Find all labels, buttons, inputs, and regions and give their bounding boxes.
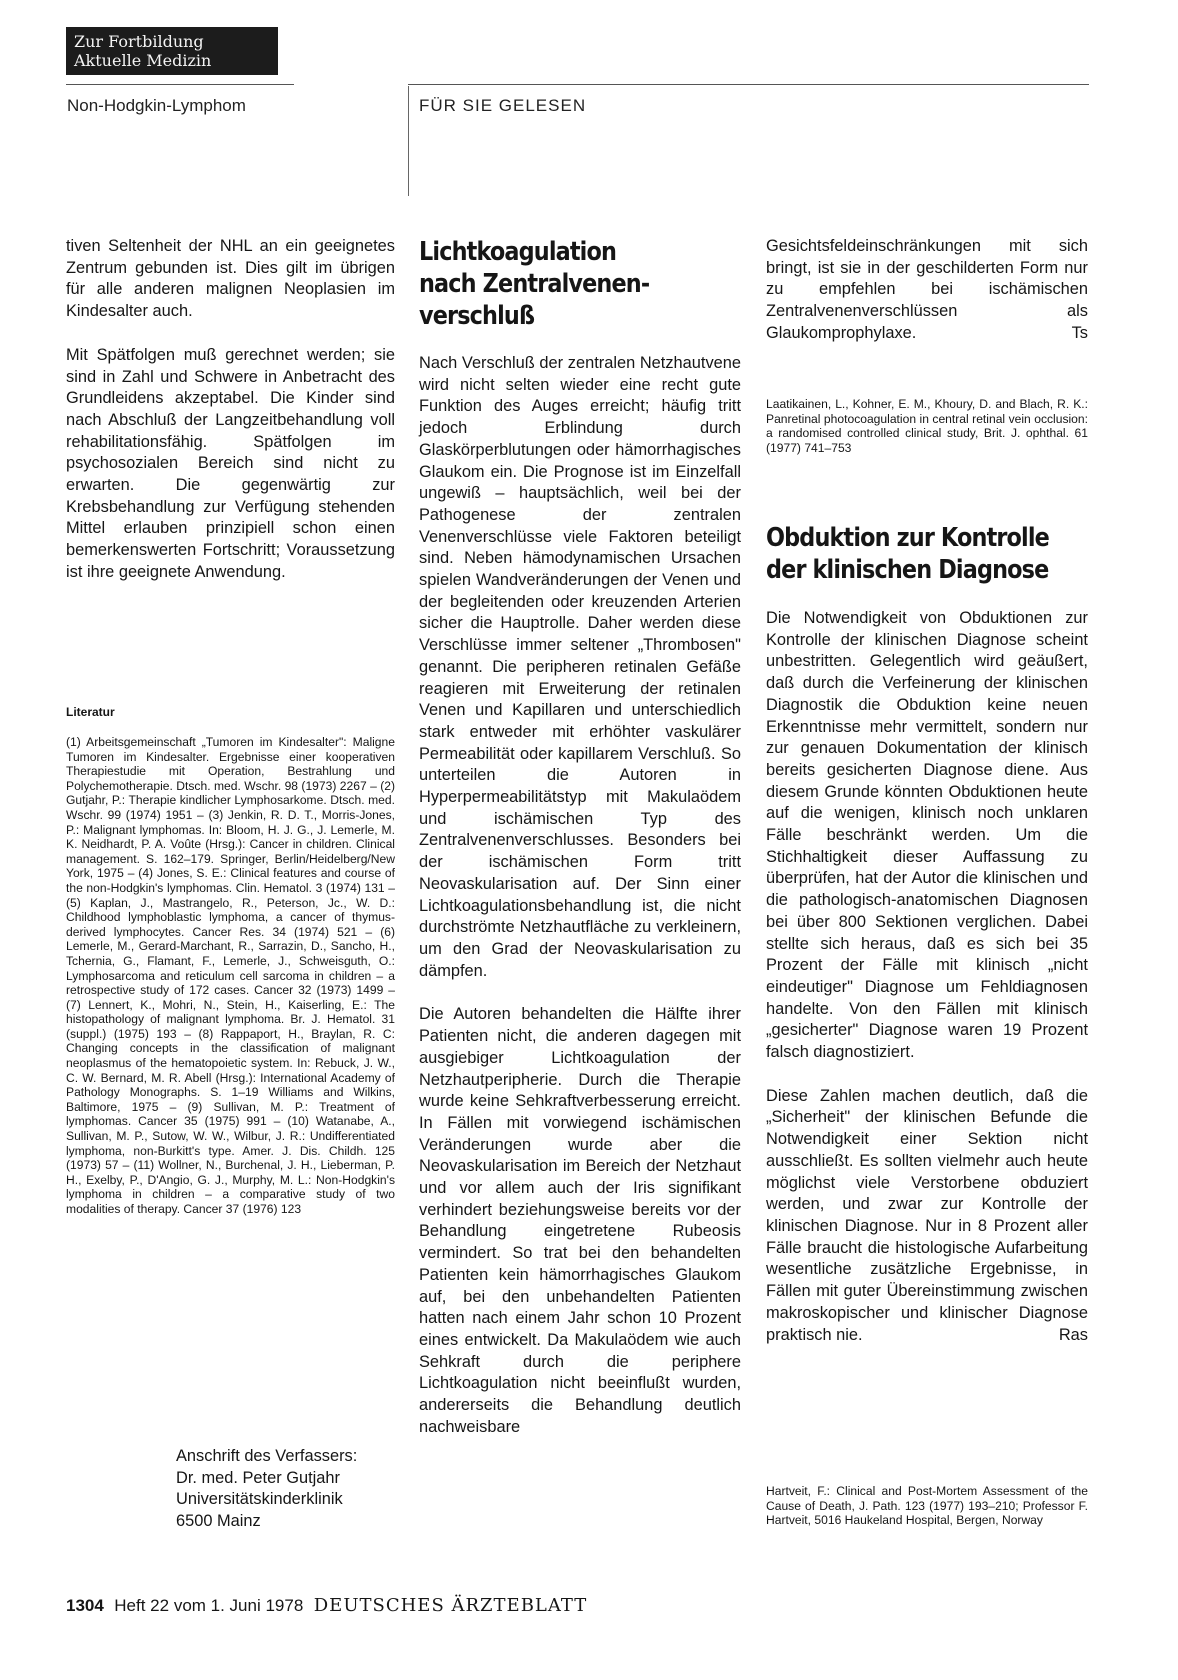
title-line: verschluß <box>419 301 535 331</box>
journal-name: DEUTSCHES ÄRZTEBLATT <box>313 1595 588 1616</box>
column-middle <box>419 353 741 1438</box>
address-line: Anschrift des Verfassers: <box>176 1447 358 1465</box>
title-line: Obduktion zur Kontrolle <box>766 523 1049 553</box>
section-label-left: Non-Hodgkin-Lymphom <box>67 96 246 115</box>
title-line: der klinischen Diagnose <box>766 555 1049 585</box>
paragraph: Diese Zahlen machen deutlich, daß die „Sicherheit" der klinischen Befunde die Notwendigkeit einer Sektion nicht ausschließt. Es sollten vielmehr auch heute möglichst viele Verstorbene obduziert werden, und zwar zur Kontrolle der klinischen Diagnose. Nur in 8 Prozent aller Fälle braucht die histologische Aufarbeitung wesentliche zusätzliche Ergebnisse, in Fällen mit guter Übereinstimmung zwischen makroskopischer und klinischer Diagnose praktisch nie. Ras <box>766 1086 1088 1346</box>
section-badge <box>66 27 278 75</box>
reference: Laatikainen, L., Kohner, E. M., Khoury, D. and Blach, R. K.: Panretinal photocoagulation in central retinal vein occlusion: a randomised controlled clinical study, Brit. J. ophthal. 61 (1977) 741–753 <box>766 397 1088 455</box>
author-sign: Ras <box>1058 1325 1088 1344</box>
literature-list: (1) Arbeitsgemeinschaft „Tumoren im Kindesalter": Maligne Tumoren im Kindesalter. Ergebnisse einer kooperativen Therapiestudie mit Operation, Bestrahlung und Polychemotherapie. Dtsch. med. Wschr. 98 (1973) 2267 – (2) Gutjahr, P.: Therapie kindlicher Lymphosarkome. Dtsch. med. Wschr. 99 (1974) 1951 – (3) Jenkin, R. D. T., Morris-Jones, P.: Malignant lymphomas. In: Bloom, H. J. G., J. Lemerle, M. K. Neidhardt, P. A. Voûte (Hrsg.): Cancer in children. Clinical management. S. 162–179. Springer, Berlin/Heidelberg/New York, 1975 – (4) Jones, S. E.: Clinical features and course of the non-Hodgkin's lymphomas. Clin. Hematol. 3 (1974) 131 – (5) Kaplan, J., Mastrangelo, R., Peterson, Jc., W. D.: Childhood lymphoblastic lymphoma, a cancer of thymus-derived lymphocytes. Cancer Res. 34 (1974) 521 – (6) Lemerle, M., Gerard-Marchant, R., Sarrazin, D., Sancho, H., Tchernia, G., Flamant, F., Lemerle, J., Schweisguth, O.: Lymphosarcoma and reticulum cell sarcoma in children – a retrospective study of 172 cases. Cancer 32 (1973) 1499 – (7) Lennert, K., Mohri, N., Stein, H., Kaiserling, E.: The histopathology of malignant lymphoma. Br. J. Hematol. 31 (suppl.) (1975) 193 – (8) Rappaport, H., Braylan, R. C: Changing concepts in the classification of malignant neoplasmus of the hematopoietic system. In: Rebuck, J. W., C. W. Bernard, M. R. Abell (Hrsg.): International Academy of Pathology Monographs. S. 1–19 Williams and Wilkins, Baltimore, 1975 – (9) Sullivan, M. P.: Treatment of lymphomas. Cancer 35 (1975) 991 – (10) Watanabe, A., Sullivan, M. P., Sutow, W. W., Wilbur, J. R.: Undifferentiated lymphoma, non-Burkitt's type. Amer. J. Dis. Childh. 125 (1973) 57 – (11) Wollner, N., Burchenal, J. H., Lieberman, P. H., Exelby, P., D'Angio, G. J., Murphy, M. L.: Non-Hodgkin's lymphoma in children – a comparative study of two modalities of therapy. Cancer 37 (1976) 123 <box>66 735 395 1216</box>
badge-line-1: Zur Fortbildung <box>74 32 204 51</box>
page-footer <box>66 1595 587 1616</box>
issue-info: Heft 22 vom 1. Juni 1978 <box>114 1596 304 1615</box>
page-number: 1304 <box>66 1596 104 1615</box>
article-title-lichtkoagulation <box>419 236 687 332</box>
section-label-right: FÜR SIE GELESEN <box>419 96 587 115</box>
article-title-obduktion <box>766 522 1095 586</box>
column-separator <box>408 86 409 196</box>
address-line: 6500 Mainz <box>176 1512 261 1531</box>
title-line: nach Zentralvenen- <box>419 269 650 299</box>
address-line: Universitätskinderklinik <box>176 1490 343 1509</box>
author-sign: Ts <box>1071 323 1088 342</box>
address-line: Dr. med. Peter Gutjahr <box>176 1468 340 1487</box>
header-rule-right <box>408 84 1089 85</box>
paragraph: Mit Spätfolgen muß gerechnet werden; sie sind in Zahl und Schwere in Anbetracht des Grundleidens akzeptabel. Die Kinder sind nach Abschluß der Langzeitbehandlung voll rehabilitationsfähig. Spätfolgen im psychosozialen Bereich sind nicht zu erwarten. Die gegenwärtig zur Krebsbehandlung zur Verfügung stehenden Mittel erlauben prinzipiell schon einen bemerkenswerten Fortschritt; Voraussetzung ist ihre geeignete Anwendung. <box>66 345 395 581</box>
paragraph: Gesichtsfeldeinschränkungen mit sich bringt, ist sie in der geschilderten Form nur zu empfehlen bei ischämischen Zentralvenenverschlüssen als Glaukomprophylaxe. Ts <box>766 236 1088 345</box>
column-right-body <box>766 608 1088 1346</box>
header-rule-left <box>66 84 294 85</box>
reference: Hartveit, F.: Clinical and Post-Mortem Assessment of the Cause of Death, J. Path. 123 (1977) 193–210; Professor F. Hartveit, 5016 Haukeland Hospital, Bergen, Norway <box>766 1484 1088 1528</box>
author-address <box>176 1446 357 1533</box>
badge-line-2: Aktuelle Medizin <box>74 51 212 70</box>
paragraph: Die Notwendigkeit von Obduktionen zur Kontrolle der klinischen Diagnose scheint unbestritten. Gelegentlich wird geäußert, daß durch die Verfeinerung der klinischen Diagnostik die Obduktion keine neuen Erkenntnisse mehr vermittelt, sondern nur zur genauen Dokumentation der klinisch bereits gesicherten Diagnose diene. Aus diesem Grunde könnten Obduktionen heute auf die wenigen, klinisch noch unklaren Fälle beschränkt werden. Um die Stichhaltigkeit dieser Auffassung zu überprüfen, hat der Autor die klinischen und die pathologisch-anatomischen Diagnosen bei über 800 Sektionen verglichen. Dabei stellte sich heraus, daß es sich bei 35 Prozent der Fälle mit klinisch „nicht eindeutiger" Diagnose um Fehldiagnosen handelte. Von den Fällen mit klinisch „gesicherter" Diagnose waren 19 Prozent falsch diagnostiziert. <box>766 609 1088 1062</box>
paragraph: Die Autoren behandelten die Hälfte ihrer Patienten nicht, die anderen dagegen mit ausgiebiger Lichtkoagulation der Netzhautperipherie. Durch die Therapie wurde keine Sehkraftverbesserung erreicht. In Fällen mit vorwiegend ischämischen Veränderungen wurde aber die Neovaskularisation im Bereich der Netzhaut und vor allem auch der Iris signifikant verhindert beziehungsweise bereits vor der Behandlung eingetretene Rubeosis vermindert. So trat bei den behandelten Patienten kein hämorrhagisches Glaukom auf, bei den unbehandelten Patienten hatten nach einem Jahr schon 10 Prozent eines entwickelt. Da Makulaödem wie auch Sehkraft durch die periphere Lichtkoagulation nicht beeinflußt wurden, andererseits die Behandlung deutlich nachweisbare <box>419 1005 741 1436</box>
paragraph: Nach Verschluß der zentralen Netzhautvene wird nicht selten wieder eine recht gute Funktion des Auges erreicht; häufig tritt jedoch Erblindung durch Glaskörperblutungen oder hämorrhagisches Glaukom ein. Die Prognose ist im Einzelfall ungewiß – hauptsächlich, weil bei der Pathogenese der zentralen Venenverschlüsse viele Faktoren beteiligt sind. Neben hämodynamischen Ursachen spielen Wandveränderungen der Venen und der begleitenden oder kreuzenden Arterien sicher die Hauptrolle. Daher werden diese Verschlüsse immer seltener „Thrombosen" genannt. Die peripheren retinalen Gefäße reagieren mit Erweiterung der retinalen Venen und Kapillaren und unterschiedlich stark entweder mit erhöhter vaskulärer Permeabilität oder kapillarem Verschluß. So unterteilen die Autoren in Hyperpermeabilitätstyp mit Makulaödem und ischämischen Typ des Zentralvenenverschlusses. Besonders bei der ischämischen Form tritt Neovaskularisation auf. Der Sinn einer Lichtkoagulationsbehandlung ist, die nicht durchströmte Netzhautfläche zu verkleinern, um den Grad der Neovaskularisation zu dämpfen. <box>419 354 741 980</box>
paragraph: tiven Seltenheit der NHL an ein geeignetes Zentrum gebunden ist. Dies gilt im übrigen für alle anderen malignen Neoplasien im Kindesalter auch. <box>66 237 395 321</box>
title-line: Lichtkoagulation <box>419 237 617 267</box>
column-left <box>66 236 395 584</box>
literature-heading: Literatur <box>66 705 115 719</box>
column-right <box>766 236 1088 345</box>
